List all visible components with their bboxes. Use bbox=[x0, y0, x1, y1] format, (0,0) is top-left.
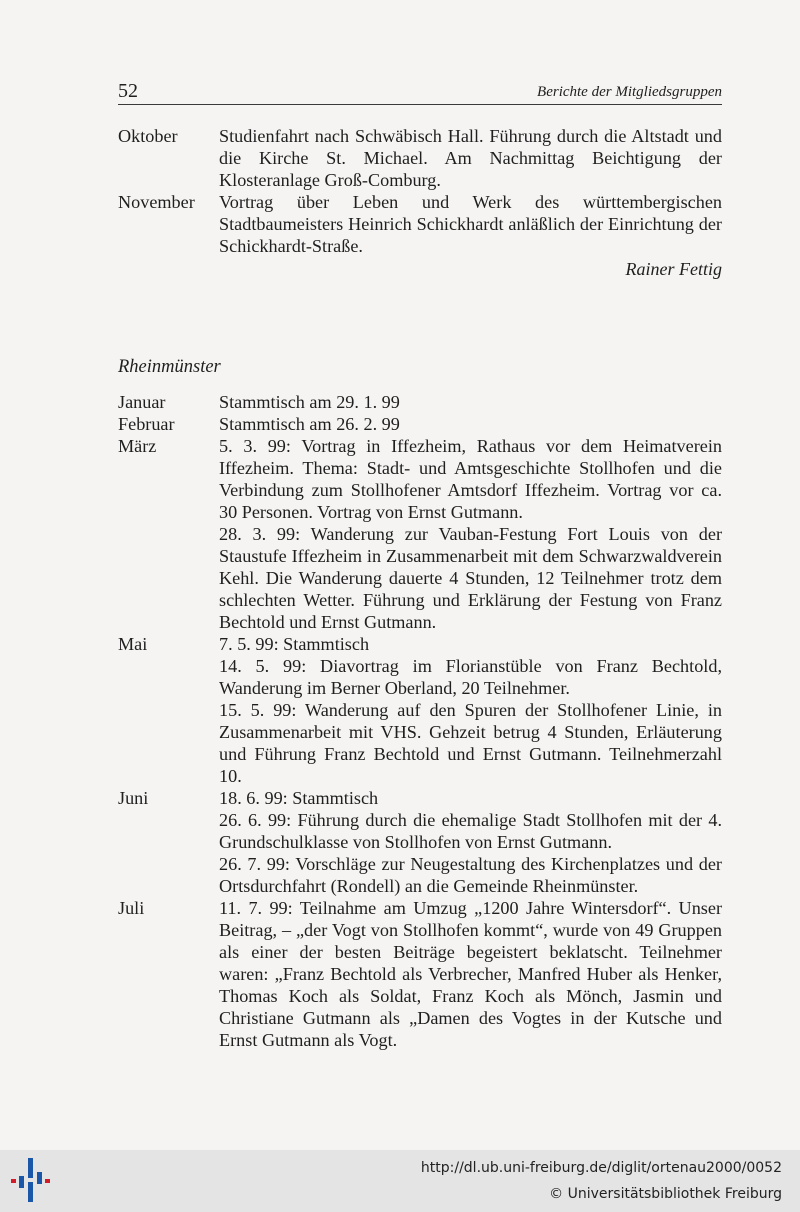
month-label: Oktober bbox=[118, 126, 178, 146]
entry-februar bbox=[118, 413, 722, 435]
entry-text: 7. 5. 99: Stammtisch bbox=[219, 634, 370, 654]
viewer-footer bbox=[0, 1150, 800, 1212]
running-title: Berichte der Mitgliedsgruppen bbox=[537, 84, 722, 100]
page-number: 52 bbox=[118, 80, 138, 102]
entry-text: Vortrag über Leben und Werk des württembergischen Stadtbaumeisters Heinrich Schickhardt anläßlich der Einrichtung der Schickhardt-Straße. bbox=[219, 192, 722, 256]
entry-text: 28. 3. 99: Wanderung zur Vauban-Festung Fort Louis von der Staustufe Iffezheim in Zusammenarbeit mit dem Schwarzwaldverein Kehl. Die Wanderung dauerte 4 Stunden, 12 Teilnehmer trotz dem schlechten Wetter. Führung und Erklärung der Festung von Franz Bechtold und Ernst Gutmann. bbox=[219, 524, 722, 632]
entry-text: Stammtisch am 26. 2. 99 bbox=[219, 414, 400, 434]
month-label: Juni bbox=[118, 788, 149, 808]
entry-text: 11. 7. 99: Teilnahme am Umzug „1200 Jahre Wintersdorf“. Unser Beitrag, – „der Vogt von Stollhofen kommt“, wurde von 49 Gruppen als einer der besten Beiträge begeistert beklatscht. Teilnehmer waren: „Franz Bechtold als Verbrecher, Manfred Huber als Henker, Thomas Koch als Soldat, Franz Koch als Mönch, Jasmin und Christiane Gutmann als „Damen des Vogtes in der Kutsche und Ernst Gutmann als Vogt. bbox=[219, 898, 722, 1050]
section-oberkirch-entries bbox=[118, 125, 722, 280]
month-label: Juli bbox=[118, 898, 145, 918]
entry-juni bbox=[118, 787, 722, 897]
entry-text: 15. 5. 99: Wanderung auf den Spuren der Stollhofener Linie, in Zusammenarbeit mit VHS. Gehzeit betrug 4 Stunden, Erläuterung und Führung Franz Bechtold und Ernst Gutmann. Teilnehmerzahl 10. bbox=[219, 700, 722, 786]
section-rheinmuenster-entries bbox=[118, 391, 722, 1051]
entry-mai bbox=[118, 633, 722, 787]
month-label: März bbox=[118, 436, 157, 456]
entry-text: Stammtisch am 29. 1. 99 bbox=[219, 392, 400, 412]
entry-text: 26. 7. 99: Vorschläge zur Neugestaltung des Kirchenplatzes und der Ortsdurchfahrt (Rondell) an die Gemeinde Rheinmünster. bbox=[219, 854, 722, 896]
month-label: Mai bbox=[118, 634, 148, 654]
entry-januar bbox=[118, 391, 722, 413]
author-signature: Rainer Fettig bbox=[625, 259, 722, 279]
month-label: Februar bbox=[118, 414, 175, 434]
library-logo-icon bbox=[8, 1156, 52, 1206]
entry-text: 5. 3. 99: Vortrag in Iffezheim, Rathaus vor dem Heimatverein Iffezheim. Thema: Stadt- und Amtsgeschichte Stollhofen und die Verbindung zum Stollhofener Amtsdorf Iffezheim. Vortrag vor ca. 30 Personen. Vortrag von Ernst Gutmann. bbox=[219, 436, 722, 522]
month-label: November bbox=[118, 192, 195, 212]
source-url-link[interactable]: http://dl.ub.uni-freiburg.de/diglit/ortenau2000/0052 bbox=[420, 1160, 782, 1176]
copyright-text: © Universitätsbibliothek Freiburg bbox=[549, 1186, 782, 1202]
entry-text: Studienfahrt nach Schwäbisch Hall. Führung durch die Altstadt und die Kirche St. Michael. Am Nachmittag Beichtigung der Klosteranlage Groß-Comburg. bbox=[219, 126, 722, 190]
entry-maerz bbox=[118, 435, 722, 633]
entry-text: 14. 5. 99: Diavortrag im Florianstüble von Franz Bechtold, Wanderung im Berner Oberland, 20 Teilnehmer. bbox=[219, 656, 722, 698]
header-rule bbox=[118, 104, 722, 105]
entry-text: 26. 6. 99: Führung durch die ehemalige Stadt Stollhofen mit der 4. Grundschulklasse von Stollhofen von Ernst Gutmann. bbox=[219, 810, 722, 852]
page-header bbox=[118, 80, 722, 106]
section-title: Rheinmünster bbox=[118, 357, 221, 377]
entry-text: 18. 6. 99: Stammtisch bbox=[219, 788, 379, 808]
entry-oktober bbox=[118, 125, 722, 191]
month-label: Januar bbox=[118, 392, 166, 412]
entry-november bbox=[118, 191, 722, 257]
entry-juli bbox=[118, 897, 722, 1051]
